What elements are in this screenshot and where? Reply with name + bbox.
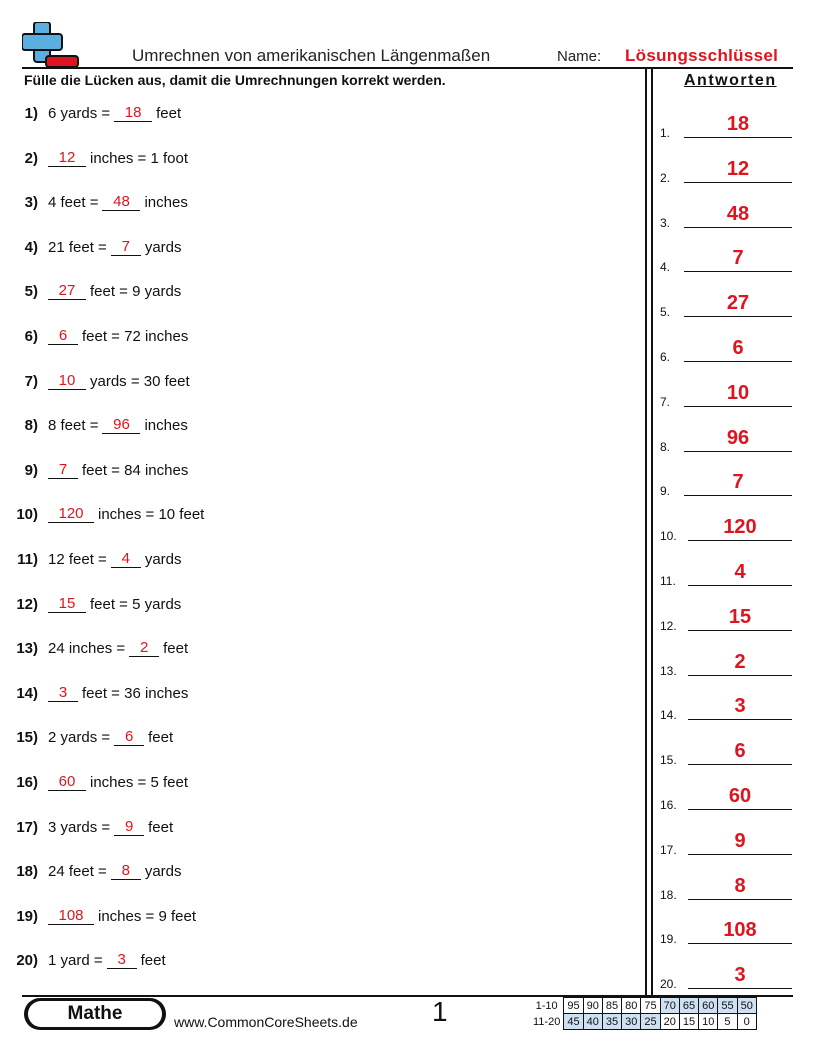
problem-text-before: 2 yards =	[48, 729, 111, 747]
answer-row	[660, 558, 792, 588]
score-cell: 15	[679, 1014, 698, 1030]
score-cell: 25	[641, 1014, 660, 1030]
answer-line	[688, 943, 792, 944]
problem-number: 14)	[16, 684, 38, 702]
problem-text-before: 24 feet =	[48, 863, 107, 881]
answer-row	[660, 648, 792, 678]
problem-number: 6)	[24, 328, 38, 345]
score-range-label: 11-20	[533, 1015, 561, 1028]
answer-value: 3	[734, 695, 746, 718]
answer-number: 11.	[660, 574, 676, 588]
problem-text-before: 6 yards =	[48, 105, 111, 122]
answer-row	[660, 334, 792, 364]
problem-text-after: inches = 5 feet	[90, 774, 188, 791]
problem-text-before: 8 feet =	[48, 417, 99, 435]
score-cell: 40	[583, 1014, 602, 1030]
problem-number: 7)	[24, 372, 38, 390]
answer-value: 4	[734, 561, 746, 583]
answer-number: 5.	[660, 305, 671, 320]
answer-line	[688, 719, 792, 720]
answer-line	[688, 854, 792, 855]
answer-line	[684, 137, 792, 138]
score-cell: 35	[602, 1014, 621, 1030]
answer-number: 12.	[660, 618, 677, 633]
answer-row	[660, 513, 792, 543]
answer-line	[684, 406, 792, 407]
subject-label: Mathe	[28, 1001, 162, 1027]
answer-row	[660, 737, 792, 767]
answer-row	[660, 200, 792, 230]
answer-row	[660, 872, 792, 902]
answer-blank[interactable]: 12	[48, 150, 86, 167]
problem-row	[0, 323, 188, 345]
problem-text-after: yards	[144, 863, 182, 881]
score-cell: 5	[718, 1014, 737, 1030]
problem-text-after: feet = 72 inches	[82, 328, 189, 345]
column-divider	[651, 69, 653, 995]
problem-text-after: inches	[144, 417, 188, 435]
problem-number: 15)	[16, 729, 38, 747]
problem-row	[0, 234, 182, 256]
problem-text-after: inches = 10 feet	[98, 506, 205, 524]
problem-number: 4)	[24, 238, 38, 256]
answer-value: 120	[723, 516, 757, 539]
page-number: 1	[432, 996, 448, 1027]
answer-key-label: Lösungsschlüssel	[625, 46, 779, 65]
answer-line	[684, 495, 792, 496]
score-table	[530, 997, 757, 1030]
problem-text-before: 4 feet =	[48, 194, 99, 212]
problem-text-after: yards	[144, 551, 182, 568]
answer-line	[688, 988, 792, 989]
answer-line	[684, 316, 792, 317]
problem-text-after: feet = 36 inches	[82, 684, 189, 702]
problem-text-after: feet	[140, 952, 166, 970]
answer-number: 20.	[660, 977, 677, 992]
answer-blank[interactable]: 2	[129, 640, 159, 657]
problem-number: 19)	[16, 907, 38, 925]
score-cell: 75	[641, 998, 660, 1014]
answer-number: 10.	[660, 529, 677, 544]
answer-number: 15.	[660, 753, 677, 768]
answer-row	[660, 155, 792, 185]
answer-value: 108	[723, 919, 757, 942]
answer-blank[interactable]: 4	[111, 551, 141, 568]
problem-text-before: 24 inches =	[48, 640, 126, 658]
problem-number: 8)	[24, 417, 38, 435]
problem-number: 5)	[24, 283, 38, 301]
answer-number: 13.	[660, 663, 677, 678]
problem-row	[0, 814, 173, 836]
problem-text-before: 1 yard =	[48, 952, 103, 970]
problem-row	[0, 189, 188, 211]
problem-row	[0, 278, 181, 300]
header-rule	[22, 67, 793, 69]
answer-row	[660, 289, 792, 319]
site-url: www.CommonCoreSheets.de	[174, 1014, 358, 1030]
answer-blank[interactable]: 15	[48, 596, 86, 613]
answer-row	[660, 916, 792, 946]
answer-blank[interactable]: 7	[48, 462, 78, 479]
answer-row	[660, 468, 792, 498]
problem-number: 10)	[16, 506, 38, 524]
answer-value: 6	[732, 337, 744, 359]
score-cell: 55	[718, 998, 737, 1014]
score-cell: 60	[699, 998, 718, 1014]
answers-heading: Antworten	[684, 72, 777, 89]
answer-number: 3.	[660, 215, 671, 230]
answer-value: 18	[726, 113, 750, 135]
problem-text-after: feet	[163, 640, 189, 658]
answer-blank[interactable]: 9	[114, 819, 144, 836]
score-range-label: 1-10	[535, 999, 558, 1012]
answer-value: 48	[726, 202, 750, 225]
problem-text-before: 3 yards =	[48, 818, 111, 836]
answer-blank[interactable]: 48	[102, 194, 140, 211]
answer-number: 8.	[660, 439, 671, 454]
answer-blank[interactable]: 18	[114, 105, 152, 122]
score-cell: 20	[660, 1014, 679, 1030]
problem-text-after: feet = 9 yards	[90, 283, 182, 301]
problem-row	[0, 947, 166, 969]
problem-text-after: feet	[156, 105, 182, 122]
answer-line	[688, 764, 792, 765]
score-cell: 95	[564, 998, 583, 1014]
answer-line	[688, 585, 792, 586]
answer-number: 1.	[660, 126, 671, 140]
answer-number: 16.	[660, 798, 677, 812]
answer-value: 10	[726, 381, 750, 404]
problem-row	[0, 546, 182, 568]
answer-value: 2	[734, 650, 746, 673]
problem-number: 13)	[16, 640, 38, 658]
answer-line	[688, 630, 792, 631]
answer-number: 7.	[660, 394, 671, 409]
page-title: Umrechnen von amerikanischen Längenmaßen	[132, 46, 491, 65]
answer-blank[interactable]: 6	[48, 328, 78, 345]
score-row	[530, 1014, 756, 1030]
answer-number: 4.	[660, 260, 671, 275]
problem-text-after: feet	[148, 818, 174, 836]
answer-value: 27	[726, 292, 750, 315]
answer-row	[660, 110, 792, 140]
column-divider	[645, 69, 647, 995]
answer-value: 6	[734, 740, 746, 763]
problem-text-after: feet	[148, 729, 174, 747]
plus-minus-logo-icon	[22, 22, 80, 70]
answer-blank[interactable]: 7	[111, 239, 141, 256]
answer-value: 7	[732, 471, 744, 494]
answer-number: 19.	[660, 932, 677, 947]
answer-blank[interactable]: 96	[102, 417, 140, 434]
answer-row	[660, 244, 792, 274]
problem-row	[0, 145, 188, 167]
problem-number: 12)	[16, 595, 38, 613]
answer-number: 14.	[660, 708, 677, 723]
score-row	[530, 998, 756, 1014]
answer-row	[660, 961, 792, 991]
score-cell: 50	[737, 998, 756, 1014]
problem-number: 20)	[16, 952, 38, 970]
answer-blank[interactable]: 3	[48, 685, 78, 702]
answer-line	[688, 540, 792, 541]
problem-row	[0, 457, 188, 479]
score-cell: 90	[583, 998, 602, 1014]
answer-row	[660, 424, 792, 454]
problem-row	[0, 368, 190, 390]
answer-row	[660, 782, 792, 812]
problem-number: 9)	[24, 461, 38, 479]
problem-row	[0, 591, 181, 613]
problem-row	[0, 680, 188, 702]
answer-value: 60	[728, 785, 752, 807]
problem-text-after: feet = 84 inches	[82, 461, 189, 479]
answer-row	[660, 379, 792, 409]
answer-value: 9	[734, 829, 746, 852]
answer-number: 17.	[660, 842, 677, 857]
answer-blank[interactable]: 8	[111, 863, 141, 880]
answer-line	[684, 182, 792, 183]
problem-text-after: inches	[144, 194, 188, 212]
problem-row	[0, 769, 188, 791]
problem-number: 11)	[17, 551, 38, 568]
score-cell: 65	[679, 998, 698, 1014]
answer-blank[interactable]: 60	[48, 774, 86, 791]
answer-row	[660, 692, 792, 722]
answer-line	[684, 227, 792, 228]
answer-blank[interactable]: 27	[48, 283, 86, 300]
problem-number: 1)	[24, 105, 38, 122]
score-cell: 10	[699, 1014, 718, 1030]
answer-blank[interactable]: 10	[48, 373, 86, 390]
problem-row	[0, 724, 173, 746]
problem-number: 16)	[16, 774, 38, 791]
answer-blank[interactable]: 120	[48, 506, 94, 523]
problem-number: 2)	[24, 149, 38, 167]
problem-row	[0, 635, 188, 657]
answer-value: 96	[726, 426, 750, 449]
answer-row	[660, 603, 792, 633]
problem-number: 3)	[24, 194, 38, 212]
answer-number: 6.	[660, 350, 671, 364]
answer-line	[684, 361, 792, 362]
score-cell: 45	[564, 1014, 583, 1030]
problem-text-before: 12 feet =	[48, 551, 107, 568]
name-label: Name:	[557, 48, 602, 65]
answer-line	[688, 675, 792, 676]
score-cell: 30	[622, 1014, 641, 1030]
answer-row	[660, 827, 792, 857]
score-cell: 0	[737, 1014, 756, 1030]
problem-text-after: inches = 1 foot	[90, 149, 188, 167]
answer-line	[688, 809, 792, 810]
score-cell: 85	[602, 998, 621, 1014]
answer-line	[684, 271, 792, 272]
subject-badge	[24, 998, 166, 1030]
problem-text-after: feet = 5 yards	[90, 595, 182, 613]
score-cell: 80	[622, 998, 641, 1014]
answer-value: 7	[732, 247, 744, 270]
answer-number: 2.	[660, 170, 671, 185]
problem-row	[0, 903, 196, 925]
answer-value: 3	[734, 964, 746, 987]
answer-blank[interactable]: 6	[114, 729, 144, 746]
problem-number: 18)	[16, 863, 38, 881]
answer-number: 9.	[660, 484, 671, 499]
problem-row	[0, 858, 182, 880]
answer-value: 8	[734, 874, 746, 897]
problem-row	[0, 412, 188, 434]
instructions: Fülle die Lücken aus, damit die Umrechnungen korrekt werden.	[24, 72, 446, 88]
problem-text-after: yards = 30 feet	[90, 372, 190, 390]
answer-line	[688, 899, 792, 900]
problem-row	[0, 501, 204, 523]
problem-text-before: 21 feet =	[48, 238, 107, 256]
problem-number: 17)	[16, 818, 38, 836]
problem-text-after: inches = 9 feet	[98, 907, 196, 925]
answer-blank[interactable]: 108	[48, 908, 94, 925]
answer-blank[interactable]: 3	[107, 952, 137, 969]
problem-text-after: yards	[144, 238, 182, 256]
answer-value: 12	[726, 157, 750, 180]
answer-value: 15	[728, 605, 752, 628]
answer-line	[684, 451, 792, 452]
answer-number: 18.	[660, 887, 677, 902]
score-cell: 70	[660, 998, 679, 1014]
problem-row	[0, 100, 181, 122]
